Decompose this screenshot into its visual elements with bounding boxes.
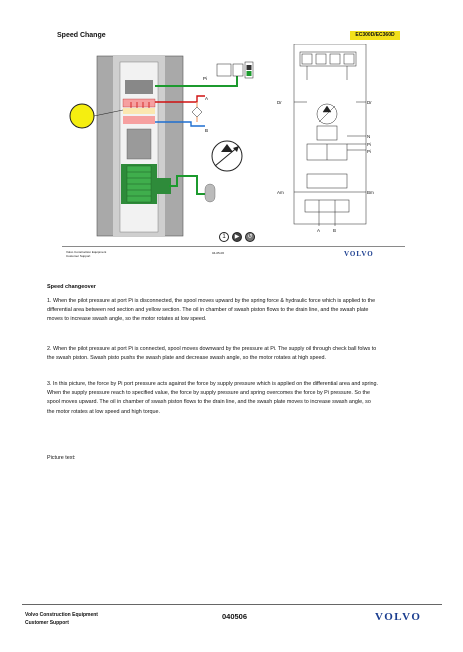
- drain-plug: [205, 184, 215, 202]
- volvo-logo: VOLVO: [375, 611, 422, 623]
- label-b-bottom: B: [333, 228, 337, 233]
- page-footer-company: [25, 611, 98, 627]
- paragraph-3: 3. In this picture, the force by Pi port pressure acts against the force by supply pressure which is applied on the differential area and spring. When the supply pressure reach to specified value, the force by supply pressure and spring overcomes the force by Pi pressure. So the spool moves upward. The oil in chamber of swash piston flows to the drain line, and the swash plate moves to increase swash angle, so the motor rotates at low speed and high torque.: [47, 381, 379, 415]
- picture-text-label: Picture text:: [47, 455, 76, 461]
- shuttle-valve-symbol: [192, 107, 202, 117]
- slide-volvo-logo: VOLVO: [344, 250, 374, 258]
- label-n: N: [367, 134, 371, 139]
- hydraulic-schematic: [294, 44, 366, 226]
- label-port-a: A: [205, 96, 209, 101]
- solenoid-valve-symbol: [217, 62, 253, 78]
- page-footer-divider: [22, 604, 442, 605]
- label-a-bottom: A: [317, 228, 321, 233]
- model-badge: EC300D/EC360D: [350, 31, 400, 40]
- label-bm: Bm: [367, 190, 374, 195]
- label-pi-right-2: Pi: [367, 149, 372, 154]
- slide-footer-divider: [62, 246, 405, 247]
- section-heading: Speed changeover: [47, 284, 96, 290]
- slide-footer-company: [66, 250, 106, 258]
- speed-change-diagram: [57, 44, 407, 244]
- slide-footer-company-line2: Customer Support: [66, 254, 91, 258]
- label-am: Am: [277, 190, 284, 195]
- slide-footer-company-line1: Volvo Construction Equipment: [66, 250, 107, 254]
- paragraph-2: 2. When the pilot pressure at port Pi is connected, spool moves downward by the pressure at Pi. The supply oil through check ball folws to the swash piston. Swash pisto pushs the swash plate and decrease swash angle, so the motor rotates at high speed.: [47, 346, 377, 362]
- label-port-b: B: [205, 128, 209, 133]
- label-dr-right: Dr: [367, 100, 372, 105]
- slide-footer-code: 04-05-06: [212, 251, 225, 255]
- label-pi-right-1: Pi: [367, 142, 372, 147]
- paragraph-1: 1. When the pilot pressure at port Pi is disconnected, the spool moves upward by the spring force & hydraulic force which is applied to the differential area between red section and yellow section. The oil in chamber of swash piston flows to the drain line, and the swash plate moves to increase swash angle, so the motor rotates at low speed.: [47, 298, 376, 323]
- highlight-marker-circle: [70, 104, 94, 128]
- label-pi-left: Pi: [203, 76, 208, 81]
- page-footer-code: 040506: [222, 612, 248, 621]
- label-dr-left: Dr: [277, 100, 282, 105]
- page-footer-company-line1: Volvo Construction Equipment: [25, 612, 98, 618]
- page-footer-company-line2: Customer Support: [25, 620, 69, 626]
- nav-replay-button[interactable]: ↺: [245, 232, 255, 242]
- slide-title: Speed Change: [57, 32, 106, 39]
- nav-play-button[interactable]: ▶: [232, 232, 242, 242]
- nav-first-button[interactable]: 1: [219, 232, 229, 242]
- motor-symbol: [212, 141, 242, 171]
